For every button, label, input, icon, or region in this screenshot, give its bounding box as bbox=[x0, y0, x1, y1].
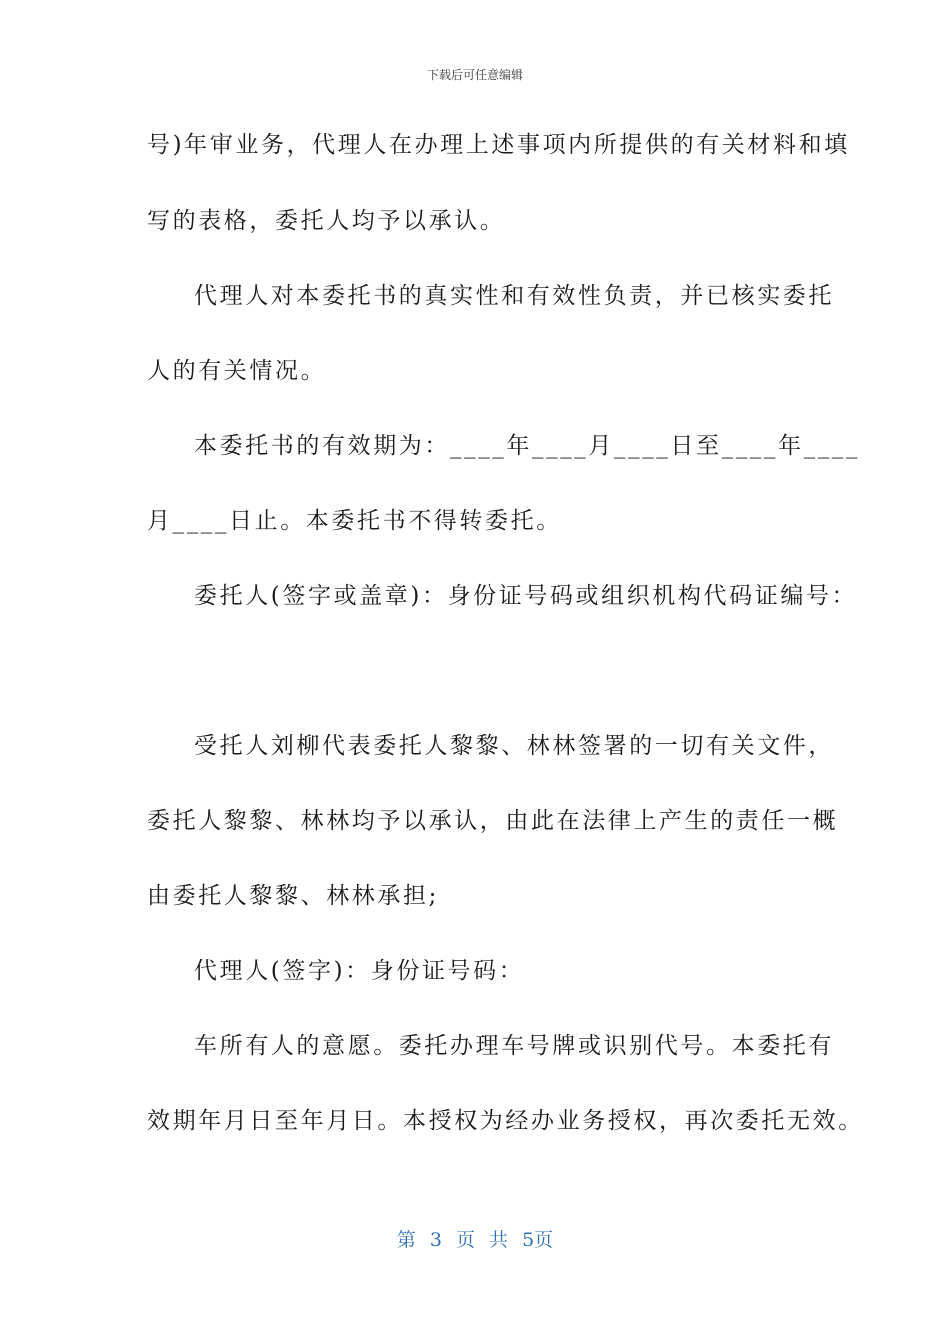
page-header: 下载后可任意编辑 bbox=[426, 68, 523, 82]
text-line: 受托人刘柳代表委托人黎黎、林林签署的一切有关文件， bbox=[194, 733, 834, 759]
text-line: 车所有人的意愿。委托办理车号牌或识别代号。本委托有 bbox=[194, 1033, 834, 1059]
page-number: 第 3 页 共 5页 bbox=[396, 1229, 554, 1251]
text-line: 由委托人黎黎、林林承担; bbox=[147, 883, 439, 909]
text-line: 代理人对本委托书的真实性和有效性负责，并已核实委托 bbox=[194, 283, 834, 309]
text-line: 本委托书的有效期为：____年____月____日至____年____ bbox=[194, 433, 860, 459]
text-line: 人的有关情况。 bbox=[147, 358, 327, 384]
text-line: 效期年月日至年月日。本授权为经办业务授权，再次委托无效。 bbox=[147, 1108, 864, 1134]
text-line: 写的表格，委托人均予以承认。 bbox=[147, 208, 506, 234]
text-line: 月____日止。本委托书不得转委托。 bbox=[147, 508, 562, 534]
text-line: 代理人(签字)：身份证号码： bbox=[194, 958, 525, 984]
text-line: 委托人黎黎、林林均予以承认，由此在法律上产生的责任一概 bbox=[147, 808, 839, 834]
text-line: 委托人(签字或盖章)：身份证号码或组织机构代码证编号： bbox=[194, 583, 858, 609]
text-line: 号)年审业务，代理人在办理上述事项内所提供的有关材料和填 bbox=[147, 132, 850, 158]
